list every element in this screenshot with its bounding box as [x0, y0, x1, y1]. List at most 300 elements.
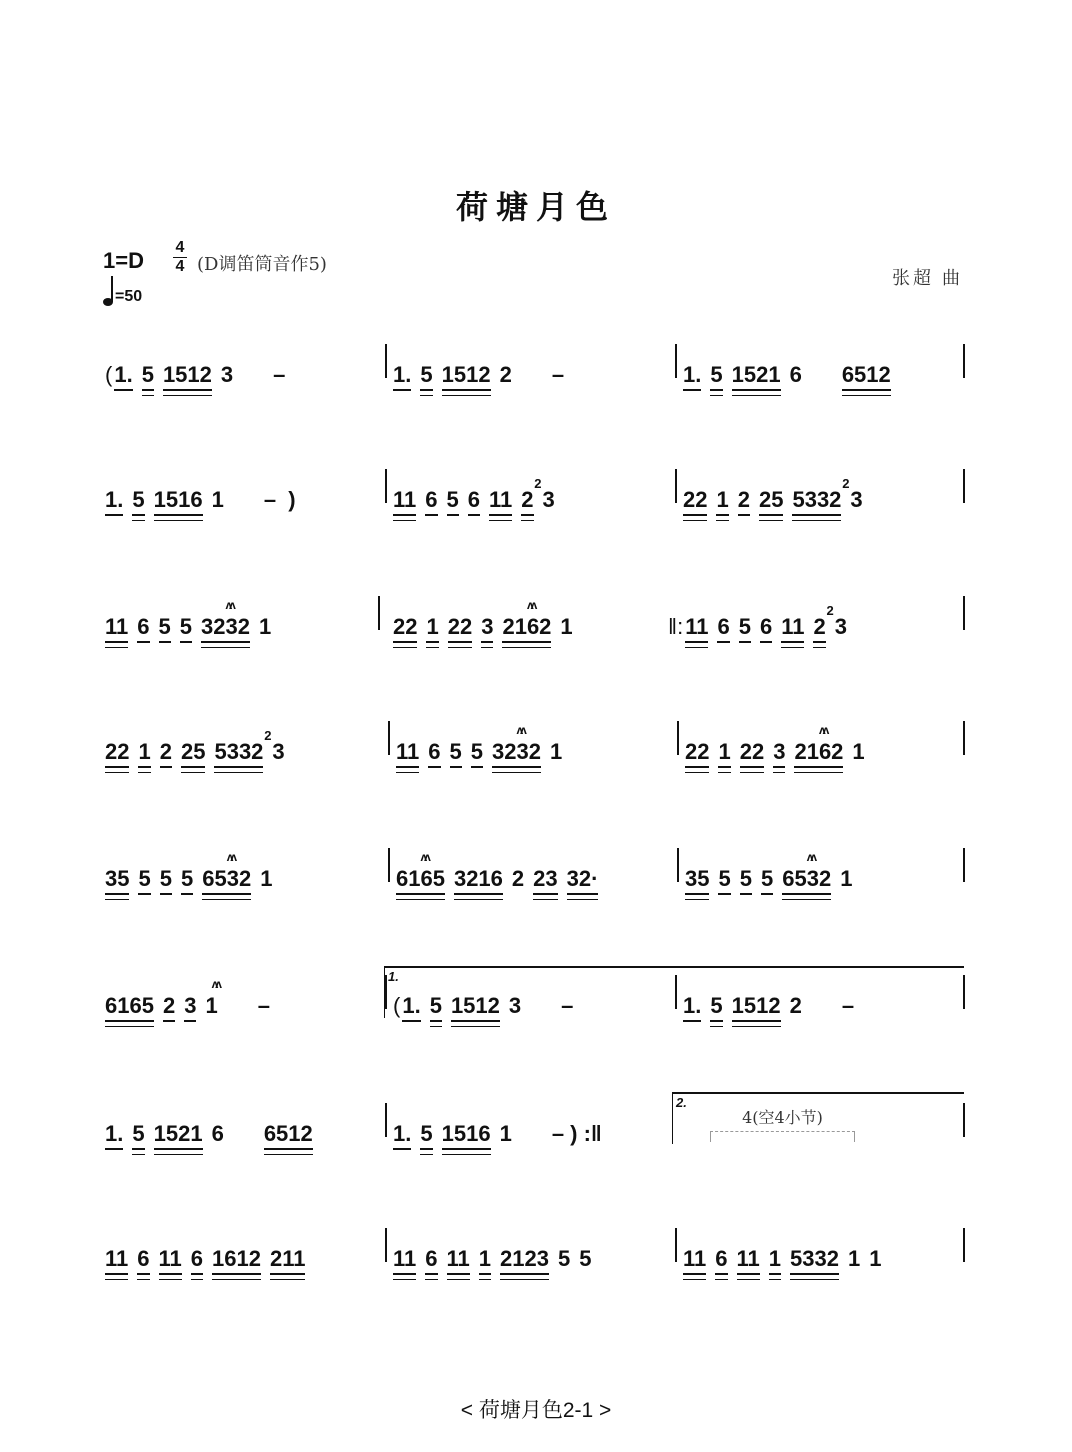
note-group — [264, 1121, 313, 1150]
note-text: 2162 — [794, 739, 844, 764]
note-text: 1 — [205, 993, 218, 1018]
note-text: 5 — [579, 1246, 592, 1271]
note-text: 5 — [446, 487, 459, 512]
note-group — [154, 487, 203, 516]
note-text: 11 — [446, 1246, 470, 1271]
note-text: 1512 — [450, 993, 500, 1018]
note-text: 1516 — [153, 487, 203, 512]
note-text: 2 — [789, 993, 802, 1018]
note-text: 1 — [852, 739, 865, 764]
note-group — [792, 476, 850, 516]
instrument-hint: (D调笛筒音作5) — [197, 254, 327, 275]
measure — [685, 850, 861, 916]
note-text: 5 — [141, 362, 154, 387]
empty-bars-text: 4(空4小节) — [742, 1108, 823, 1127]
note-group — [718, 739, 730, 768]
measure — [105, 728, 294, 789]
note-text: 5 — [132, 487, 145, 512]
note-group — [500, 362, 512, 388]
note-group — [212, 1246, 261, 1275]
measure — [393, 1121, 611, 1171]
note-text: 1. — [402, 993, 421, 1018]
barline — [963, 721, 965, 755]
note-group — [738, 487, 750, 516]
note-group — [683, 362, 701, 391]
note-group — [181, 739, 205, 768]
note-group — [442, 362, 491, 391]
note-text: – ) — [263, 487, 296, 512]
note-group — [852, 739, 864, 765]
note-text: 5 — [470, 739, 484, 764]
note-text: – ) :‖ — [551, 1121, 602, 1146]
note-group — [396, 739, 419, 768]
measure-prefix: ( — [105, 362, 113, 387]
trill-icon: ʌʌ — [225, 598, 233, 612]
note-text: 6532 — [782, 866, 832, 891]
note-group — [426, 614, 438, 643]
note-text: 11 — [781, 614, 805, 639]
note-group — [717, 614, 729, 643]
note-text: 32· — [566, 866, 599, 891]
note-text: 1516 — [441, 1121, 491, 1146]
note-text: 6 — [428, 739, 441, 764]
note-group — [450, 739, 462, 768]
note-group — [759, 487, 783, 516]
note-group — [396, 850, 445, 895]
trill-icon: ʌʌ — [806, 850, 815, 864]
note-text: 6165 — [105, 993, 154, 1018]
key-signature — [103, 248, 144, 274]
trill-icon: ʌʌ — [420, 850, 428, 864]
note-text: 3 — [542, 487, 555, 512]
note-text: 2 — [813, 614, 826, 639]
note-group — [270, 1246, 306, 1275]
note-group — [393, 487, 416, 516]
note-text: 3 — [481, 614, 494, 639]
score-line — [0, 598, 1072, 674]
note-text: 11 — [685, 614, 709, 639]
score-line — [0, 850, 1072, 926]
barline — [675, 344, 677, 378]
note-group — [258, 993, 270, 1019]
barline — [675, 1228, 677, 1262]
note-text: 22 — [447, 614, 473, 639]
note-text: 2162 — [502, 614, 552, 639]
grace-note: 2 — [534, 476, 542, 491]
measure — [105, 598, 280, 664]
time-signature-bottom: 4 — [175, 258, 185, 275]
quarter-note-icon — [103, 298, 113, 306]
measure — [685, 723, 874, 789]
note-text: 5 — [180, 866, 194, 891]
note-group — [740, 739, 764, 768]
note-group — [760, 614, 772, 643]
note-text: 1612 — [212, 1246, 261, 1271]
note-text: 3 — [850, 487, 863, 512]
note-text: 2 — [511, 866, 525, 891]
note-text: 6 — [137, 614, 150, 639]
note-text: 1 — [499, 1121, 512, 1146]
measure — [393, 598, 582, 664]
note-text: 6 — [425, 487, 438, 512]
note-text: 3 — [220, 362, 234, 387]
note-group — [769, 1246, 781, 1275]
note-group — [502, 598, 552, 643]
note-text: 11 — [489, 487, 513, 512]
note-group — [205, 977, 219, 1019]
note-group — [683, 1246, 706, 1275]
note-group — [221, 362, 233, 388]
note-text: 1. — [105, 1121, 124, 1146]
note-text: 25 — [180, 739, 206, 764]
measure — [396, 850, 607, 916]
note-text: 2 — [159, 739, 172, 764]
note-group — [550, 739, 562, 765]
key-text: 1=D — [103, 248, 144, 273]
note-text: 25 — [758, 487, 784, 512]
note-text: 1. — [683, 993, 702, 1018]
grace-note: 2 — [826, 603, 834, 618]
composer: 张超 曲 — [892, 268, 964, 288]
note-text: 3216 — [453, 866, 503, 891]
note-group — [521, 476, 542, 516]
note-group — [272, 739, 284, 765]
measure — [683, 362, 900, 412]
note-text: 1 — [549, 739, 563, 764]
note-text: 5 — [159, 866, 172, 891]
note-text: 1 — [426, 614, 439, 639]
note-text: 1. — [393, 1121, 412, 1146]
note-group — [683, 487, 707, 516]
note-group — [260, 866, 272, 892]
barline — [963, 848, 965, 882]
note-text: 11 — [393, 1246, 417, 1271]
note-text: 5 — [420, 1121, 433, 1146]
note-text: 6 — [715, 1246, 728, 1271]
note-group — [202, 850, 252, 895]
note-text: 11 — [396, 739, 420, 764]
note-text: 35 — [685, 866, 710, 891]
note-group — [739, 614, 751, 643]
note-group — [201, 598, 250, 643]
note-text: 5 — [710, 362, 723, 387]
note-text: 6 — [211, 1121, 224, 1146]
note-text: 3232 — [201, 614, 250, 639]
note-group — [442, 1121, 491, 1150]
barline — [963, 596, 965, 630]
note-text: 5 — [138, 866, 151, 891]
tempo-mark — [103, 288, 142, 306]
note-text: 3 — [272, 739, 285, 764]
note-group — [105, 487, 123, 516]
note-text: 2 — [162, 993, 176, 1018]
note-group — [552, 1121, 602, 1147]
volta-bracket — [672, 1092, 964, 1144]
measure-prefix: ( — [393, 993, 401, 1018]
note-text: 1. — [683, 362, 702, 387]
note-group — [447, 487, 459, 516]
note-text: 1 — [560, 614, 573, 639]
note-text: 5332 — [790, 1246, 839, 1271]
barline — [963, 469, 965, 503]
note-group — [163, 362, 212, 391]
note-group — [138, 866, 150, 895]
note-group — [782, 850, 832, 895]
note-text: 5 — [158, 614, 171, 639]
note-group — [869, 1246, 881, 1272]
note-group — [842, 362, 891, 391]
note-group — [794, 723, 844, 768]
note-text: 11 — [158, 1246, 182, 1271]
note-text: 5 — [420, 362, 433, 387]
note-text: 1 — [840, 866, 853, 891]
note-text: 6512 — [841, 362, 891, 387]
note-group — [420, 362, 432, 391]
note-group — [154, 1121, 203, 1150]
note-group — [393, 1121, 411, 1150]
note-group — [132, 1121, 144, 1150]
note-text: – — [561, 993, 574, 1018]
note-group — [454, 866, 503, 895]
note-group — [393, 614, 417, 643]
note-group — [142, 362, 154, 391]
barline — [675, 469, 677, 503]
note-group — [500, 1246, 549, 1275]
note-group — [489, 487, 512, 516]
note-text: 11 — [393, 487, 417, 512]
note-text: 1 — [211, 487, 224, 512]
note-group — [718, 866, 730, 895]
note-text: 1512 — [441, 362, 491, 387]
note-text: 5332 — [792, 487, 842, 512]
note-group — [567, 866, 599, 895]
note-text: 6 — [789, 362, 802, 387]
note-group — [840, 866, 852, 892]
measure — [105, 1121, 322, 1171]
note-group — [259, 614, 271, 640]
note-group — [850, 487, 862, 513]
note-group — [492, 723, 541, 768]
note-group — [732, 362, 781, 391]
note-group — [685, 739, 709, 768]
note-group — [848, 1246, 860, 1272]
note-text: 11 — [105, 1246, 129, 1271]
note-group — [425, 1246, 437, 1275]
barline — [677, 848, 679, 882]
measure-prefix: ‖: — [668, 614, 684, 639]
note-text: 1512 — [162, 362, 212, 387]
trill-icon: ʌʌ — [516, 723, 524, 737]
note-text: 5 — [132, 1121, 145, 1146]
trill-icon: ʌʌ — [226, 850, 235, 864]
note-group — [425, 487, 437, 516]
volta-label: 2. — [676, 1095, 687, 1110]
time-signature — [173, 240, 187, 275]
note-text: 5 — [179, 614, 193, 639]
note-text: 23 — [533, 866, 558, 891]
note-text: 11 — [683, 1246, 707, 1271]
note-text: – — [551, 362, 565, 387]
note-group — [512, 866, 524, 892]
note-group — [160, 739, 172, 768]
barline — [963, 344, 965, 378]
note-group — [393, 1246, 416, 1275]
barline — [385, 469, 387, 503]
note-text: 2 — [521, 487, 534, 512]
barline — [385, 344, 387, 378]
note-group — [428, 739, 440, 768]
note-text: 6 — [759, 614, 773, 639]
note-group — [790, 362, 802, 388]
barline — [385, 1103, 387, 1137]
note-text: 1 — [260, 866, 273, 891]
grace-note: 2 — [264, 728, 272, 743]
note-text: 6 — [425, 1246, 438, 1271]
note-group — [737, 1246, 760, 1275]
note-text: 2123 — [500, 1246, 549, 1271]
note-group — [184, 993, 196, 1022]
note-text: 5332 — [214, 739, 264, 764]
note-text: 3 — [184, 993, 197, 1018]
note-group — [138, 739, 150, 768]
note-text: 1 — [716, 487, 729, 512]
note-text: 5 — [429, 993, 442, 1018]
measure — [105, 850, 281, 916]
note-group — [191, 1246, 203, 1275]
measure — [396, 723, 571, 789]
note-text: 211 — [269, 1246, 306, 1271]
note-group — [685, 614, 708, 643]
barline — [963, 1228, 965, 1262]
note-group — [132, 487, 144, 516]
note-text: 11 — [105, 614, 129, 639]
measure — [683, 476, 872, 537]
note-group — [471, 739, 483, 768]
note-group — [105, 614, 128, 643]
note-text: 22 — [105, 739, 130, 764]
note-text: 22 — [685, 739, 710, 764]
note-text: 2 — [737, 487, 750, 512]
note-group — [790, 1246, 839, 1275]
score-line — [0, 362, 1072, 422]
note-group — [105, 1121, 123, 1150]
trill-icon: ʌʌ — [818, 723, 827, 737]
note-group — [273, 362, 285, 388]
note-group — [159, 614, 171, 643]
note-text: 5 — [710, 993, 723, 1018]
note-text: 1. — [105, 487, 124, 512]
note-group — [181, 866, 193, 895]
note-text: 5 — [738, 614, 751, 639]
note-group — [159, 1246, 182, 1275]
note-text: 2 — [499, 362, 512, 387]
barline — [385, 1228, 387, 1262]
note-group — [105, 993, 154, 1022]
note-group — [137, 614, 149, 643]
note-text: 1. — [114, 362, 133, 387]
note-text: – — [273, 362, 286, 387]
note-group — [685, 866, 709, 895]
note-group — [500, 1121, 512, 1147]
note-text: 22 — [683, 487, 708, 512]
note-group — [479, 1246, 491, 1275]
note-group — [212, 487, 224, 513]
note-group — [160, 866, 172, 895]
note-text: 35 — [105, 866, 130, 891]
note-group — [715, 1246, 727, 1275]
note-group — [716, 487, 728, 516]
note-text: 11 — [736, 1246, 760, 1271]
note-group — [212, 1121, 224, 1147]
note-text: 1 — [869, 1246, 882, 1271]
note-group — [137, 1246, 149, 1275]
note-group — [552, 362, 564, 388]
note-text: 5 — [739, 866, 752, 891]
note-text: 1. — [393, 362, 412, 387]
note-text: 1 — [768, 1246, 782, 1271]
note-group — [114, 362, 132, 391]
note-group — [558, 1246, 570, 1272]
score-line — [0, 723, 1072, 799]
note-group — [579, 1246, 591, 1272]
note-group — [105, 739, 129, 768]
barline — [378, 596, 380, 630]
note-text: 3 — [508, 993, 522, 1018]
trill-icon: ʌʌ — [211, 977, 219, 991]
volta-bracket — [384, 966, 964, 1018]
note-group — [560, 614, 572, 640]
note-group — [481, 614, 493, 643]
note-text: – — [257, 993, 270, 1018]
note-text: 22 — [739, 739, 765, 764]
page-footer: < 荷塘月色2-1 > — [460, 1399, 612, 1422]
note-group — [543, 487, 555, 513]
note-group — [420, 1121, 432, 1150]
note-group — [740, 866, 752, 895]
barline — [388, 848, 390, 882]
note-text: 6165 — [396, 866, 445, 891]
barline — [677, 721, 679, 755]
note-group — [533, 866, 557, 895]
note-text: 1 — [258, 614, 272, 639]
note-group — [813, 603, 834, 643]
note-group — [835, 614, 847, 640]
note-text: 1 — [138, 739, 151, 764]
note-text: 1512 — [731, 993, 781, 1018]
note-text: 6 — [467, 487, 481, 512]
note-group — [761, 866, 773, 895]
note-text: 3 — [834, 614, 847, 639]
note-text: 22 — [393, 614, 418, 639]
time-signature-top: 4 — [175, 239, 185, 256]
tempo-value: =50 — [115, 288, 143, 305]
score-line — [0, 1246, 1072, 1306]
note-text: 6 — [137, 1246, 150, 1271]
barline — [388, 721, 390, 755]
note-group — [781, 614, 804, 643]
note-text: 6512 — [263, 1121, 313, 1146]
note-text: 1 — [718, 739, 731, 764]
measure — [105, 977, 279, 1043]
note-group — [448, 614, 472, 643]
note-group — [773, 739, 785, 768]
trill-icon: ʌʌ — [526, 598, 535, 612]
note-text: 5 — [760, 866, 774, 891]
measure — [668, 603, 856, 664]
grace-note: 2 — [842, 476, 850, 491]
note-group — [180, 614, 192, 643]
measure — [683, 1246, 890, 1296]
